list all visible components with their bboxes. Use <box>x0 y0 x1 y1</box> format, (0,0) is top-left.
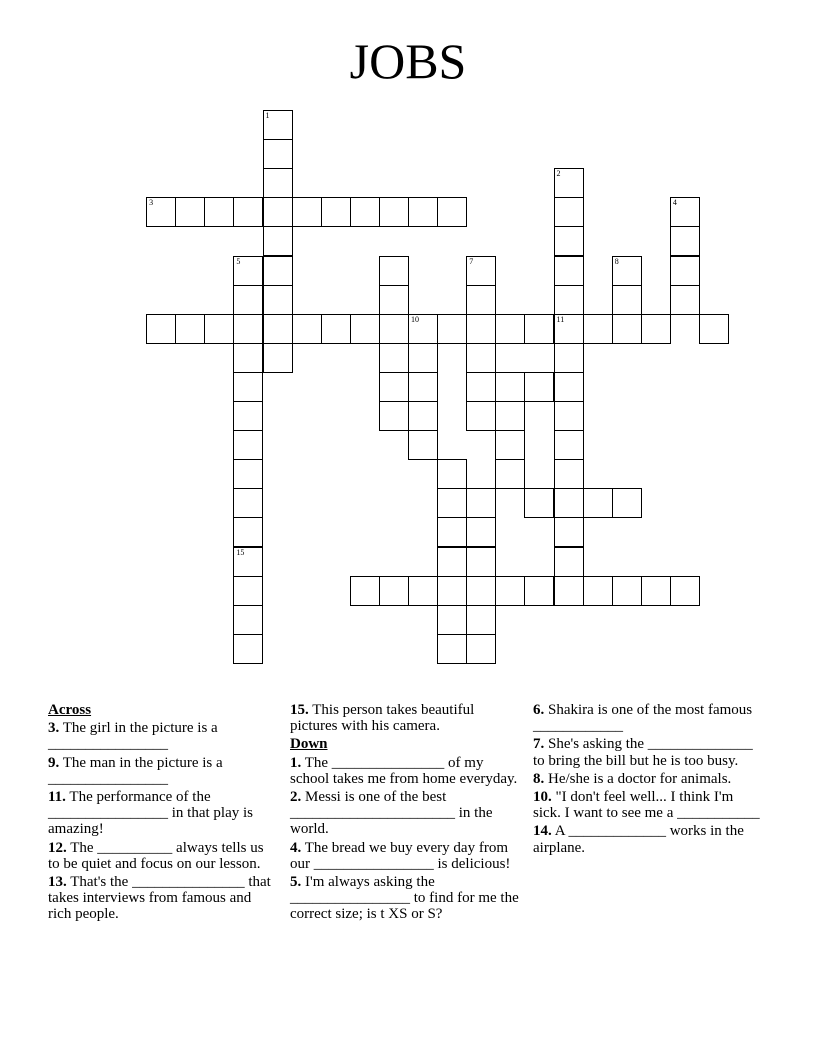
down-clue-2: 2. Messi is one of the best ______________________ in the world. <box>290 789 493 838</box>
grid-cell[interactable] <box>466 547 496 577</box>
grid-cell[interactable] <box>554 197 584 227</box>
grid-cell[interactable] <box>466 401 496 431</box>
grid-cell[interactable] <box>233 488 263 518</box>
grid-cell[interactable] <box>292 197 322 227</box>
grid-cell[interactable] <box>583 314 613 344</box>
grid-cell[interactable] <box>670 197 700 227</box>
grid-cell[interactable] <box>233 372 263 402</box>
grid-cell[interactable] <box>612 314 642 344</box>
grid-cell[interactable] <box>466 256 496 286</box>
across-clue-11: 11. The performance of the ________________ in that play is amazing! <box>48 789 253 838</box>
across-clue-9: 9. The man in the picture is a ________________ <box>48 754 223 787</box>
grid-cell[interactable] <box>379 401 409 431</box>
grid-cell[interactable] <box>350 314 380 344</box>
grid-cell[interactable] <box>233 605 263 635</box>
grid-cell[interactable] <box>437 634 467 664</box>
grid-cell[interactable] <box>437 314 467 344</box>
grid-cell[interactable] <box>233 547 263 577</box>
grid-cell[interactable] <box>408 401 438 431</box>
grid-cell[interactable] <box>554 517 584 547</box>
grid-cell[interactable] <box>699 314 729 344</box>
grid-cell[interactable] <box>379 285 409 315</box>
grid-cell[interactable] <box>263 314 293 344</box>
cell-number: 11 <box>556 314 565 324</box>
cell-number: 4 <box>672 198 677 208</box>
grid-cell[interactable] <box>437 197 467 227</box>
grid-cell[interactable] <box>554 547 584 577</box>
cell-number: 5 <box>236 256 241 266</box>
grid-cell[interactable] <box>466 343 496 373</box>
grid-cell[interactable] <box>670 285 700 315</box>
grid-cell[interactable] <box>612 285 642 315</box>
clues-column-3 <box>533 702 763 858</box>
clues-column-1 <box>48 702 278 925</box>
grid-cell[interactable] <box>233 576 263 606</box>
grid-cell[interactable] <box>408 197 438 227</box>
grid-cell[interactable] <box>466 605 496 635</box>
grid-cell[interactable] <box>670 226 700 256</box>
grid-cell[interactable] <box>495 372 525 402</box>
grid-cell[interactable] <box>233 343 263 373</box>
grid-cell[interactable] <box>524 372 554 402</box>
grid-cell[interactable] <box>641 314 671 344</box>
grid-cell[interactable] <box>408 343 438 373</box>
cell-number: 3 <box>149 198 154 208</box>
grid-cell[interactable] <box>524 488 554 518</box>
cell-number: 7 <box>469 256 474 266</box>
across-clue-3: 3. The girl in the picture is a ________________ <box>48 720 218 753</box>
grid-cell[interactable] <box>233 634 263 664</box>
grid-cell[interactable] <box>466 372 496 402</box>
across-heading: Across <box>48 702 92 718</box>
across-clue-12: 12. The __________ always tells us to be quiet and focus on our lesson. <box>48 839 264 872</box>
grid-cell[interactable] <box>233 517 263 547</box>
grid-cell[interactable] <box>204 314 234 344</box>
grid-cell[interactable] <box>379 314 409 344</box>
grid-cell[interactable] <box>321 197 351 227</box>
grid-cell[interactable] <box>670 256 700 286</box>
grid-cell[interactable] <box>495 314 525 344</box>
grid-cell[interactable] <box>466 576 496 606</box>
grid-cell[interactable] <box>554 576 584 606</box>
down-clue-8: 8. He/she is a doctor for animals. <box>533 770 732 787</box>
grid-cell[interactable] <box>466 285 496 315</box>
grid-cell[interactable] <box>175 197 205 227</box>
grid-cell[interactable] <box>495 459 525 489</box>
grid-cell[interactable] <box>466 634 496 664</box>
down-clue-10: 10. "I don't feel well... I think I'm sick. I want to see me a ___________ <box>533 789 760 822</box>
grid-cell[interactable] <box>437 488 467 518</box>
grid-cell[interactable] <box>524 314 554 344</box>
grid-cell[interactable] <box>554 285 584 315</box>
grid-cell[interactable] <box>554 314 584 344</box>
grid-cell[interactable] <box>263 168 293 198</box>
grid-cell[interactable] <box>263 197 293 227</box>
grid-cell[interactable] <box>350 197 380 227</box>
grid-cell[interactable] <box>495 430 525 460</box>
grid-cell[interactable] <box>554 226 584 256</box>
grid-cell[interactable] <box>146 314 176 344</box>
grid-cell[interactable] <box>350 576 380 606</box>
grid-cell[interactable] <box>233 401 263 431</box>
grid-cell[interactable] <box>379 197 409 227</box>
across-clue-15: 15. This person takes beautiful pictures with his camera. <box>290 702 475 735</box>
grid-cell[interactable] <box>263 285 293 315</box>
grid-cell[interactable] <box>263 256 293 286</box>
grid-cell[interactable] <box>233 459 263 489</box>
down-heading: Down <box>290 736 328 753</box>
grid-cell[interactable] <box>437 547 467 577</box>
grid-cell[interactable] <box>466 517 496 547</box>
grid-cell[interactable] <box>554 256 584 286</box>
grid-cell[interactable] <box>408 576 438 606</box>
grid-cell[interactable] <box>379 343 409 373</box>
page-title: JOBS <box>349 33 467 89</box>
cell-number: 1 <box>265 111 270 120</box>
grid-cell[interactable] <box>524 576 554 606</box>
grid-cell[interactable] <box>263 139 293 169</box>
grid-cell[interactable] <box>233 197 263 227</box>
grid-cell[interactable] <box>554 459 584 489</box>
grid-cell[interactable] <box>466 314 496 344</box>
grid-cell[interactable] <box>321 314 351 344</box>
down-clue-4: 4. The bread we buy every day from our ________________ is delicious! <box>290 839 511 872</box>
grid-cell[interactable] <box>146 197 176 227</box>
grid-cell[interactable] <box>554 343 584 373</box>
grid-cell[interactable] <box>233 285 263 315</box>
grid-cell[interactable] <box>204 197 234 227</box>
down-clue-5: 5. I'm always asking the ________________ to find for me the correct size; is t XS or S? <box>290 874 519 923</box>
grid-cell[interactable] <box>263 343 293 373</box>
grid-cell[interactable] <box>612 488 642 518</box>
grid-cell[interactable] <box>437 459 467 489</box>
cell-number: 15 <box>236 547 245 557</box>
grid-cell[interactable] <box>641 576 671 606</box>
grid-cell[interactable] <box>554 488 584 518</box>
grid-cell[interactable] <box>379 372 409 402</box>
grid-cell[interactable] <box>554 401 584 431</box>
grid-cell[interactable] <box>583 488 613 518</box>
grid-cell[interactable] <box>612 256 642 286</box>
grid-cell[interactable] <box>263 110 293 140</box>
down-clue-6: 6. Shakira is one of the most famous ____________ <box>533 702 753 735</box>
grid-cell[interactable] <box>408 314 438 344</box>
grid-cell[interactable] <box>233 256 263 286</box>
grid-cell[interactable] <box>612 576 642 606</box>
clues-column-2 <box>290 702 522 925</box>
grid-cell[interactable] <box>379 576 409 606</box>
across-clue-13: 13. That's the _______________ that takes interviews from famous and rich people. <box>48 874 271 923</box>
down-clue-14: 14. A _____________ works in the airplane. <box>533 823 744 856</box>
grid-cell[interactable] <box>263 226 293 256</box>
grid-cell[interactable] <box>670 576 700 606</box>
down-clue-1: 1. The _______________ of my school takes me from home everyday. <box>290 754 518 787</box>
grid-cell[interactable] <box>408 430 438 460</box>
grid-cell[interactable] <box>495 401 525 431</box>
grid-cell[interactable] <box>437 605 467 635</box>
grid-cell[interactable] <box>466 488 496 518</box>
grid-cell[interactable] <box>379 256 409 286</box>
down-clue-7: 7. She's asking the ______________ to bring the bill but he is too busy. <box>533 736 753 769</box>
grid-cell[interactable] <box>233 430 263 460</box>
cell-number: 10 <box>411 314 419 324</box>
grid-cell[interactable] <box>554 430 584 460</box>
grid-cell[interactable] <box>554 372 584 402</box>
cell-number: 2 <box>556 169 561 179</box>
grid-cell[interactable] <box>437 517 467 547</box>
grid-cell[interactable] <box>583 576 613 606</box>
grid-cell[interactable] <box>554 168 584 198</box>
grid-cell[interactable] <box>408 372 438 402</box>
grid-cell[interactable] <box>233 314 263 344</box>
cell-number: 8 <box>614 256 619 266</box>
grid-cell[interactable] <box>175 314 205 344</box>
grid-cell[interactable] <box>437 576 467 606</box>
grid-cell[interactable] <box>292 314 322 344</box>
grid-cell[interactable] <box>495 576 525 606</box>
